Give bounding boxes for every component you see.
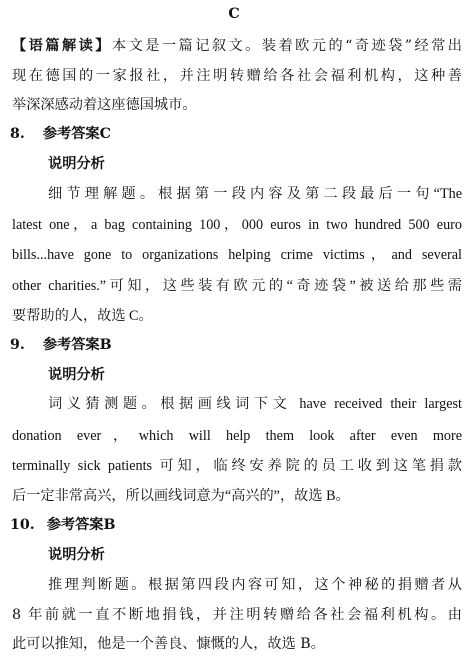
question-8-analysis-label: 说明分析 <box>48 156 105 172</box>
question-9-line-3: terminally sick patients 可知，临终安养院的员工收到这笔捐款 <box>12 458 462 474</box>
intro-text-1: 本文是一篇记叙文。装着欧元的“奇迹袋”经常出 <box>111 38 462 54</box>
intro-tag: 【语篇解读】 <box>12 38 112 54</box>
intro-line-2: 现在德国的一家报社，并注明转赠给各社会福利机构，这种善 <box>12 68 462 84</box>
answer-label: 参考答案 <box>46 517 104 533</box>
question-8-line-5: 要帮助的人，故选 C。 <box>12 308 153 324</box>
answer-value: C <box>99 126 111 142</box>
question-number: 9. <box>10 337 25 353</box>
question-10-line-1: 推理判断题。根据第四段内容可知，这个神秘的捐赠者从 <box>48 577 462 593</box>
question-10-analysis-label: 说明分析 <box>48 547 105 563</box>
answer-value: B <box>103 517 116 533</box>
question-8-line-4: other charities.”可知，这些装有欧元的“奇迹袋”被送给那些需 <box>12 278 462 294</box>
question-8-line-2: latest one，a bag containing 100，000 euros in two hundred 500 euro <box>12 217 462 233</box>
answer-label: 参考答案 <box>42 126 100 142</box>
question-number: 8. <box>10 126 25 142</box>
answer-value: B <box>99 337 112 353</box>
section-letter: C <box>228 6 240 22</box>
question-8-line-3: bills...have gone to organizations helping crime victims，and several <box>12 247 462 263</box>
question-9-line-4: 后一定非常高兴，所以画线词意为“高兴的”，故选 B。 <box>12 488 350 504</box>
intro-line-3: 举深深感动着这座德国城市。 <box>12 97 197 113</box>
question-9-analysis-label: 说明分析 <box>48 367 105 383</box>
question-9-line-2: donation ever，which will help them look after even more <box>12 428 462 444</box>
question-9-line-1: 词义猜测题。根据画线词下文 have received their largest <box>48 396 462 412</box>
question-10-line-3: 此可以推知，他是一个善良、慷慨的人，故选 B。 <box>12 636 325 652</box>
question-8-header <box>10 124 462 144</box>
intro-line-1 <box>12 36 462 56</box>
question-9-header <box>10 335 462 355</box>
question-10-header <box>10 515 462 535</box>
question-10-line-2: 8 年前就一直不断地捐钱，并注明转赠给各社会福利机构。由 <box>12 607 462 623</box>
answer-label: 参考答案 <box>42 337 100 353</box>
question-number: 10. <box>10 517 35 533</box>
question-8-line-1: 细节理解题。根据第一段内容及第二段最后一句“The <box>48 186 462 202</box>
